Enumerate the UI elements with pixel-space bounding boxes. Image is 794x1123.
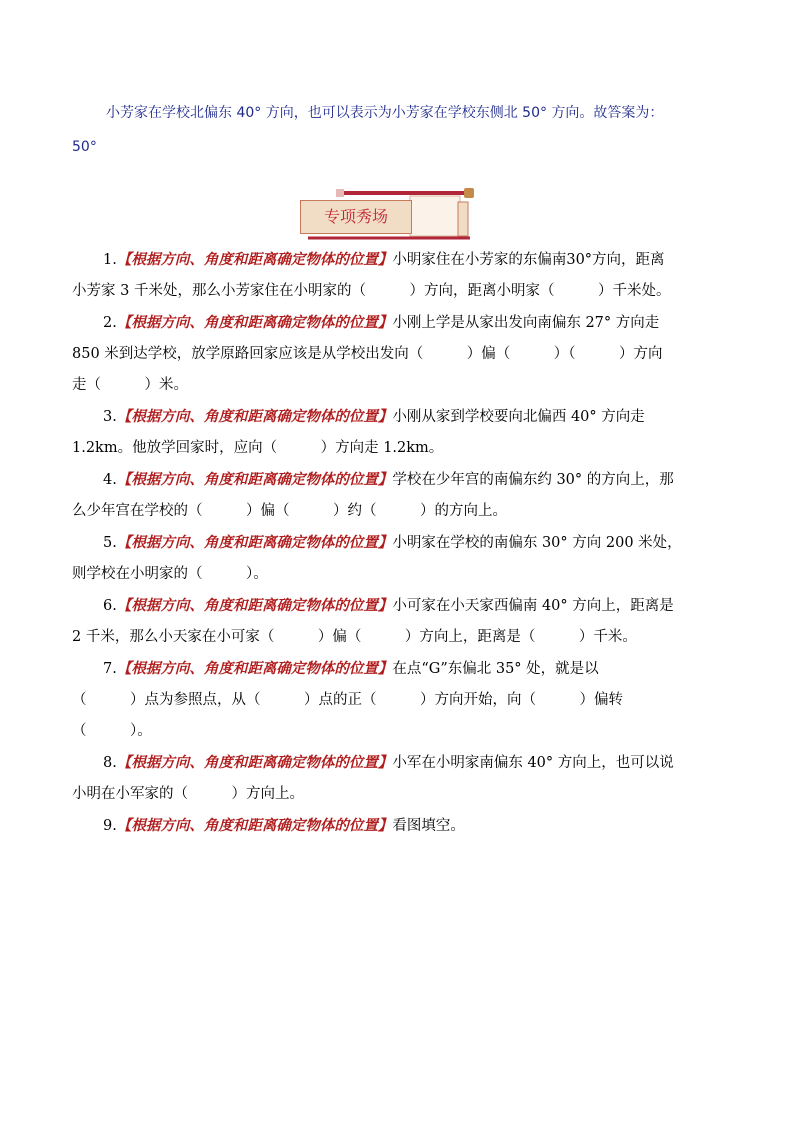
answer-line-1: 小芳家在学校北偏东 40° 方向，也可以表示为小芳家在学校东侧北 50° 方向。故答案为： bbox=[106, 105, 664, 121]
question-line: 850 米到达学校，放学原路回家应该是从学校出发向（ ）偏（ ）（ ）方向 bbox=[72, 346, 663, 362]
question-number: 1. bbox=[103, 252, 117, 268]
question-7 bbox=[72, 653, 732, 747]
question-text: 小可家在小天家西偏南 40° 方向上，距离是 bbox=[392, 598, 674, 614]
question-3 bbox=[72, 401, 732, 464]
question-line bbox=[72, 244, 732, 276]
banner-title: 专项秀场 bbox=[300, 200, 412, 234]
question-8 bbox=[72, 747, 732, 810]
question-list bbox=[72, 244, 732, 842]
question-6 bbox=[72, 590, 732, 653]
question-text: 小明家住在小芳家的东偏南30°方向，距离 bbox=[392, 252, 665, 268]
question-number: 4. bbox=[103, 472, 117, 488]
question-line bbox=[72, 653, 732, 685]
question-number: 3. bbox=[103, 409, 117, 425]
question-line bbox=[72, 747, 732, 779]
question-tag: 【根据方向、角度和距离确定物体的位置】 bbox=[116, 408, 393, 425]
question-2 bbox=[72, 307, 732, 401]
question-tag: 【根据方向、角度和距离确定物体的位置】 bbox=[116, 817, 393, 834]
question-text: 小刚从家到学校要向北偏西 40° 方向走 bbox=[392, 409, 645, 425]
question-5 bbox=[72, 527, 732, 590]
question-line: 1.2km。他放学回家时，应向（ ）方向走 1.2km。 bbox=[72, 440, 444, 456]
question-line: （ ）。 bbox=[72, 723, 152, 739]
question-tag: 【根据方向、角度和距离确定物体的位置】 bbox=[116, 754, 393, 771]
question-line bbox=[72, 401, 732, 433]
question-tag: 【根据方向、角度和距离确定物体的位置】 bbox=[116, 251, 393, 268]
question-line bbox=[72, 810, 732, 842]
answer-line-2: 50° bbox=[72, 139, 97, 155]
question-9 bbox=[72, 810, 732, 842]
answer-block bbox=[72, 96, 742, 164]
question-tag: 【根据方向、角度和距离确定物体的位置】 bbox=[116, 597, 393, 614]
question-tag: 【根据方向、角度和距离确定物体的位置】 bbox=[116, 471, 393, 488]
question-tag: 【根据方向、角度和距离确定物体的位置】 bbox=[116, 534, 393, 551]
question-1 bbox=[72, 244, 732, 307]
question-number: 9. bbox=[103, 818, 117, 834]
question-line: 么少年宫在学校的（ ）偏（ ）约（ ）的方向上。 bbox=[72, 503, 507, 519]
question-text: 小军在小明家南偏东 40° 方向上，也可以说 bbox=[392, 755, 674, 771]
question-tag: 【根据方向、角度和距离确定物体的位置】 bbox=[116, 660, 393, 677]
question-number: 6. bbox=[103, 598, 117, 614]
question-line: 则学校在小明家的（ ）。 bbox=[72, 566, 268, 582]
question-number: 8. bbox=[103, 755, 117, 771]
question-line bbox=[72, 307, 732, 339]
question-line bbox=[72, 590, 732, 622]
question-tag: 【根据方向、角度和距离确定物体的位置】 bbox=[116, 314, 393, 331]
section-banner bbox=[300, 186, 476, 246]
question-line bbox=[72, 527, 732, 559]
question-text: 学校在少年宫的南偏东约 30° 的方向上，那 bbox=[392, 472, 674, 488]
question-number: 2. bbox=[103, 315, 117, 331]
question-line: （ ）点为参照点，从（ ）点的正（ ）方向开始，向（ ）偏转 bbox=[72, 692, 623, 708]
question-4 bbox=[72, 464, 732, 527]
question-line: 2 千米，那么小天家在小可家（ ）偏（ ）方向上，距离是（ ）千米。 bbox=[72, 629, 637, 645]
question-line: 小明在小军家的（ ）方向上。 bbox=[72, 786, 304, 802]
question-line: 小芳家 3 千米处，那么小芳家住在小明家的（ ）方向，距离小明家（ ）千米处。 bbox=[72, 283, 671, 299]
question-text: 看图填空。 bbox=[392, 818, 465, 834]
question-text: 小明家在学校的南偏东 30° 方向 200 米处， bbox=[392, 535, 682, 551]
question-number: 5. bbox=[103, 535, 117, 551]
question-line: 走（ ）米。 bbox=[72, 377, 188, 393]
question-text: 小刚上学是从家出发向南偏东 27° 方向走 bbox=[392, 315, 660, 331]
question-text: 在点“G”东偏北 35° 处，就是以 bbox=[392, 661, 599, 677]
question-number: 7. bbox=[103, 661, 117, 677]
question-line bbox=[72, 464, 732, 496]
